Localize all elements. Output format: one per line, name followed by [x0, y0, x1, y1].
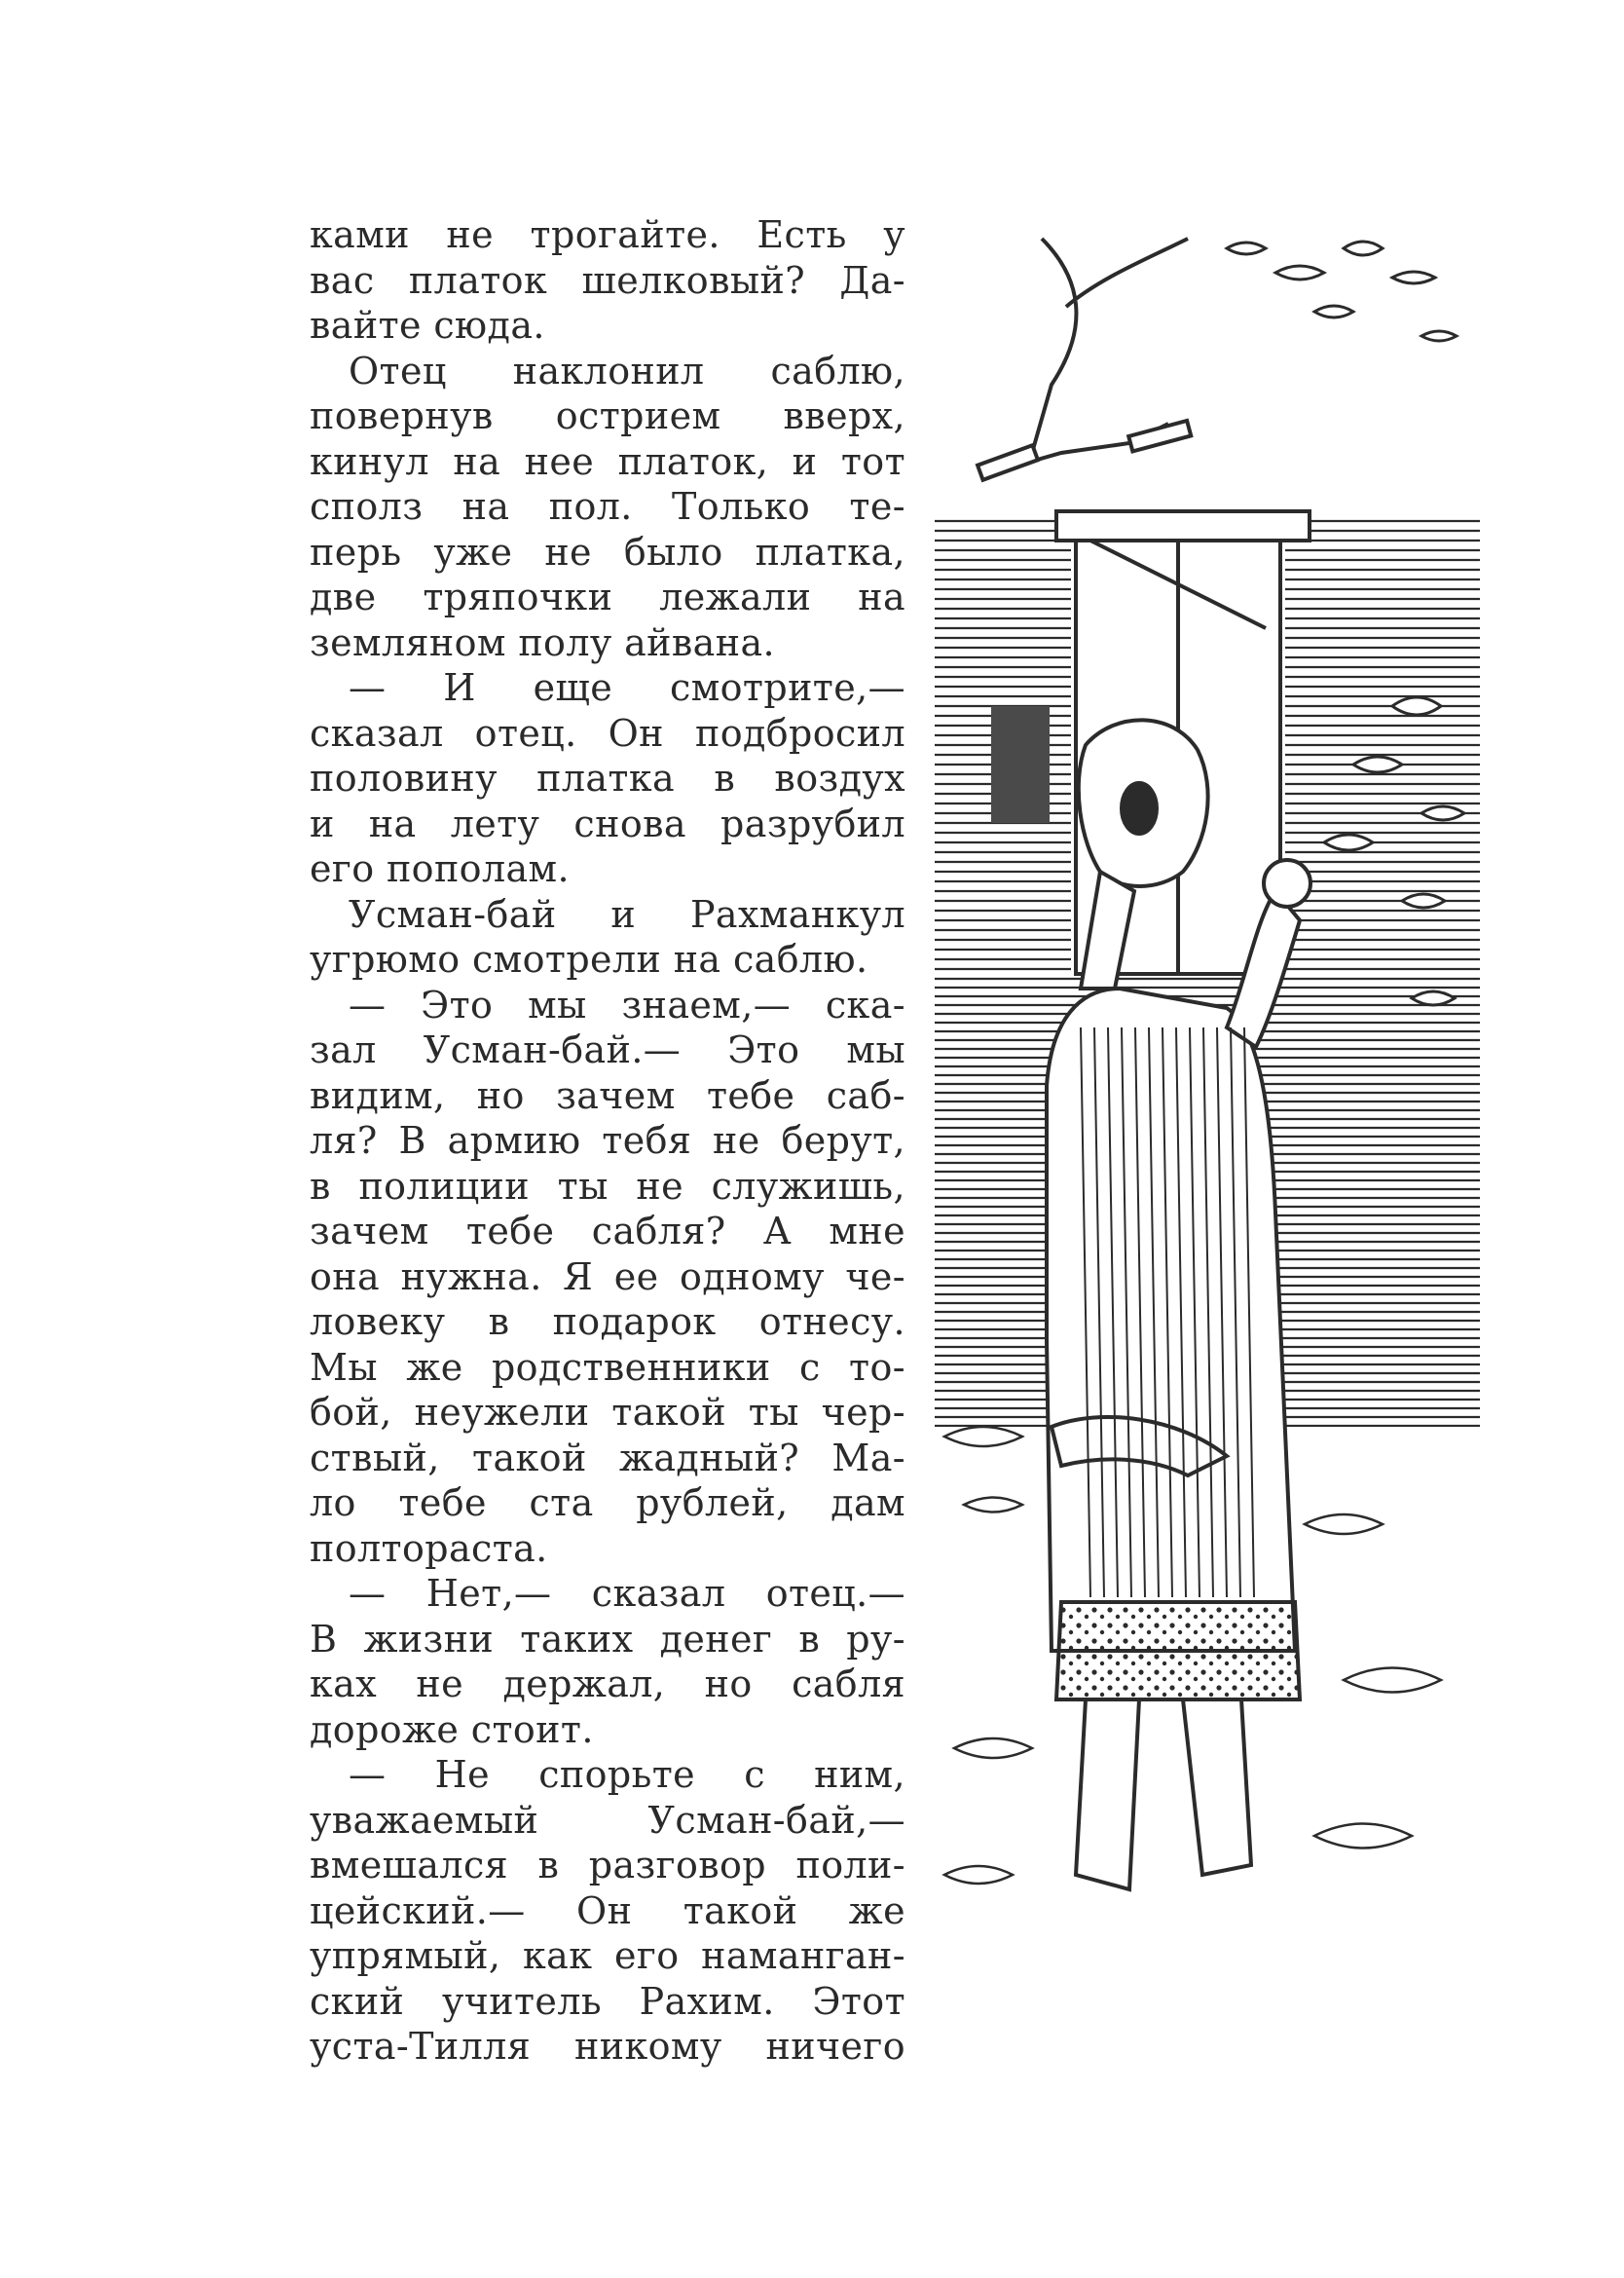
man-in-turban-illustration [935, 219, 1480, 1967]
text-line: В жизни таких денег в ру- [310, 1617, 905, 1661]
text-line: — И еще смотрите,— [349, 666, 905, 709]
text-line: сполз на пол. Только те- [310, 485, 905, 528]
text-line: зал Усман-бай.— Это мы [310, 1028, 905, 1071]
text-line: вмешался в разговор поли- [310, 1844, 905, 1886]
text-line: бой, неужели такой ты чер- [310, 1391, 905, 1434]
text-line: земляном полу айвана. [310, 620, 776, 664]
text-line: — Это мы знаем,— ска- [349, 983, 905, 1027]
text-line: уважаемый Усман-бай,— [310, 1798, 905, 1842]
body-text-column [310, 212, 905, 2070]
text-line: — Нет,— сказал отец.— [349, 1572, 905, 1615]
text-line: ловеку в подарок отнесу. [310, 1300, 905, 1343]
text-line: его пополам. [310, 847, 570, 890]
text-line: угрюмо смотрели на саблю. [310, 938, 868, 981]
tree-branches [978, 239, 1191, 480]
text-line: сказал отец. Он подбросил [310, 711, 905, 755]
text-line: ло тебе ста рублей, дам [310, 1481, 905, 1524]
wall-niche [991, 706, 1050, 823]
text-line: повернув острием вверх, [310, 394, 905, 437]
text-line: дороже стоит. [310, 1707, 594, 1751]
leaves-top-right [1227, 242, 1457, 341]
text-line: половину платка в воздух [310, 757, 905, 800]
text-line: кинул на нее платок, и тот [310, 439, 905, 483]
text-line: она нужна. Я ее одному че- [310, 1254, 905, 1298]
text-line: цейский.— Он такой же [310, 1888, 905, 1932]
text-line: Мы же родственники с то- [310, 1345, 905, 1389]
text-line: ками не трогайте. Есть у [310, 213, 905, 256]
text-line: и на лету снова разрубил [310, 802, 905, 845]
text-line: — Не спорьте с ним, [349, 1753, 905, 1796]
text-line: упрямый, как его наманган- [310, 1934, 905, 1977]
text-line: видим, но зачем тебе саб- [310, 1073, 905, 1117]
text-line: Усман-бай и Рахманкул [349, 892, 905, 936]
text-line: уста-Тилля никому ничего [310, 2025, 905, 2068]
text-line: ствый, такой жадный? Ма- [310, 1436, 905, 1479]
text-line: две тряпочки лежали на [310, 576, 905, 618]
text-line: Отец наклонил саблю, [349, 349, 905, 392]
text-line: вас платок шелковый? Да- [310, 258, 905, 302]
text-line: ках не держал, но сабля [310, 1662, 905, 1705]
text-line: полтораста. [310, 1526, 548, 1570]
text-line: зачем тебе сабля? А мне [310, 1210, 905, 1252]
text-line: ля? В армию тебя не берут, [310, 1119, 905, 1162]
text-line: ский учитель Рахим. Этот [310, 1979, 905, 2023]
text-line: перь уже не было платка, [310, 530, 905, 574]
text-line: вайте сюда. [310, 304, 545, 347]
text-line: в полиции ты не служишь, [310, 1164, 905, 1208]
